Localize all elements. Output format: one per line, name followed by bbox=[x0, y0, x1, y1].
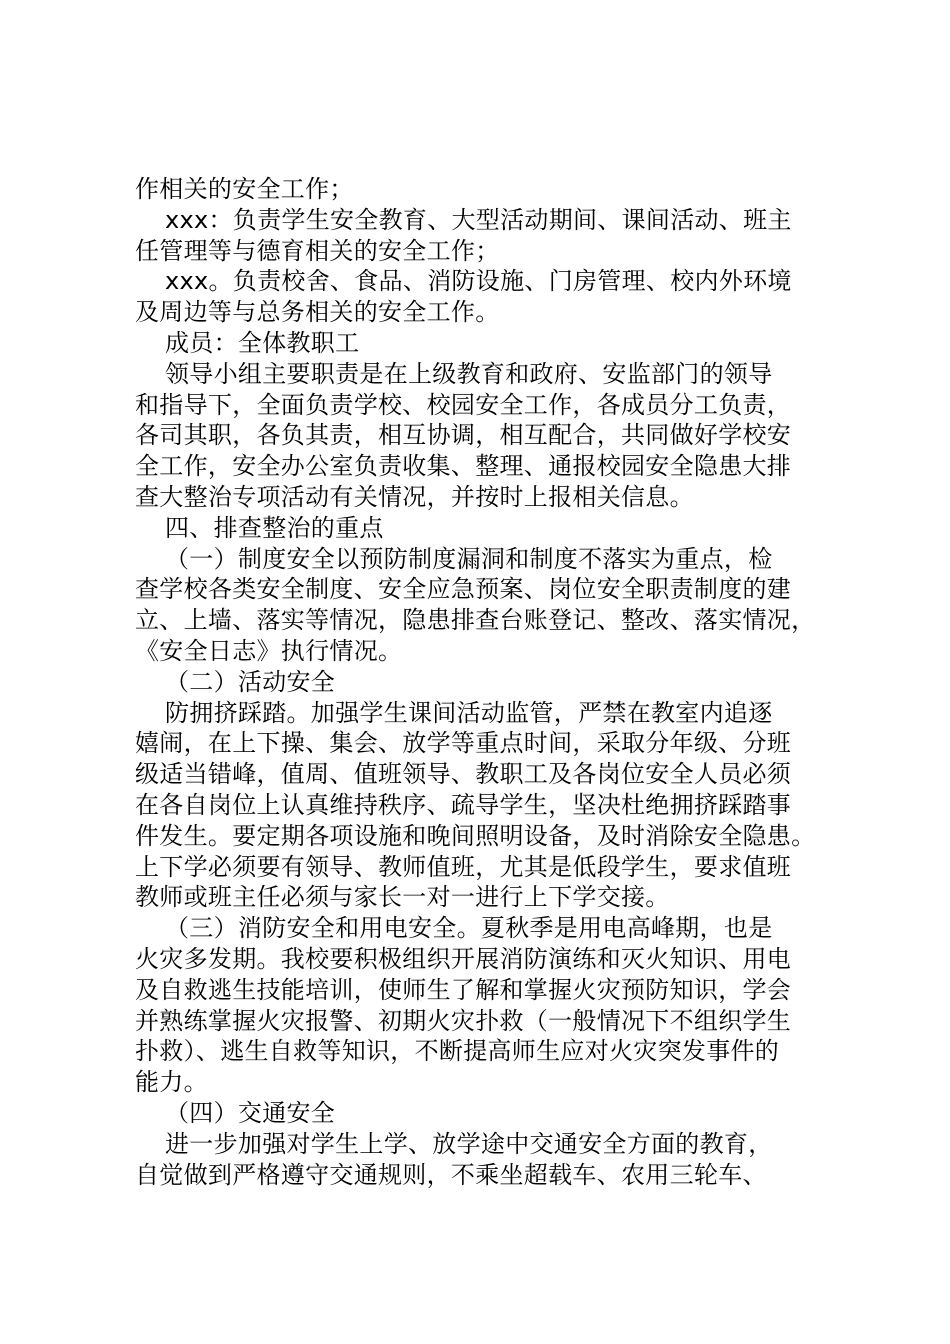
text-line: 领导小组主要职责是在上级教育和政府、安监部门的领导 bbox=[165, 359, 773, 388]
text-line: 火灾多发期。我校要积极组织开展消防演练和灭火知识、用电 bbox=[135, 944, 792, 973]
text-line: 嬉闹，在上下操、集会、放学等重点时间，采取分年级、分班 bbox=[135, 729, 792, 758]
text-line: 防拥挤踩踏。加强学生课间活动监管，严禁在教室内追逐 bbox=[165, 698, 773, 727]
text-line: 和指导下，全面负责学校、校园安全工作，各成员分工负责， bbox=[135, 390, 792, 419]
text-line: 四、排查整治的重点 bbox=[165, 513, 384, 542]
text-line: 各司其职，各负其责，相互协调，相互配合，共同做好学校安 bbox=[135, 421, 792, 450]
text-line: 教师或班主任必须与家长一对一进行上下学交接。 bbox=[135, 883, 670, 912]
text-line: 自觉做到严格遵守交通规则，不乘坐超载车、农用三轮车、 bbox=[135, 1160, 767, 1189]
text-line: 扑救）、逃生自救等知识，不断提高师生应对火灾突发事件的 bbox=[135, 1037, 780, 1066]
text-line: 查大整治专项活动有关情况，并按时上报相关信息。 bbox=[135, 482, 694, 511]
text-line: 成员：全体教职工 bbox=[165, 328, 360, 357]
document-body bbox=[135, 174, 835, 1190]
text-line: （二）活动安全 bbox=[165, 667, 336, 696]
text-line: 查学校各类安全制度、安全应急预案、岗位安全职责制度的建 bbox=[135, 575, 792, 604]
text-line: （一）制度安全以预防制度漏洞和制度不落实为重点，检 bbox=[165, 544, 773, 573]
text-line: 并熟练掌握火灾报警、初期火灾扑救（一般情况下不组织学生 bbox=[135, 1006, 792, 1035]
text-line: （三）消防安全和用电安全。夏秋季是用电高峰期，也是 bbox=[165, 914, 773, 943]
text-line: 及周边等与总务相关的安全工作。 bbox=[135, 298, 500, 327]
text-line: 能力。 bbox=[135, 1068, 208, 1097]
text-line: 任管理等与德育相关的安全工作； bbox=[135, 236, 500, 265]
text-line: 《安全日志》执行情况。 bbox=[135, 636, 403, 665]
text-line: 进一步加强对学生上学、放学途中交通安全方面的教育， bbox=[165, 1129, 773, 1158]
text-line: 及自救逃生技能培训，使师生了解和掌握火灾预防知识，学会 bbox=[135, 975, 792, 1004]
text-line: 上下学必须要有领导、教师值班，尤其是低段学生，要求值班 bbox=[135, 852, 792, 881]
text-line: xxx：负责学生安全教育、大型活动期间、课间活动、班主 bbox=[165, 205, 792, 234]
text-line: 全工作，安全办公室负责收集、整理、通报校园安全隐患大排 bbox=[135, 452, 792, 481]
text-line: 在各自岗位上认真维持秩序、疏导学生，坚决杜绝拥挤踩踏事 bbox=[135, 790, 792, 819]
text-line: 立、上墙、落实等情况，隐患排查台账登记、整改、落实情况， bbox=[135, 606, 816, 635]
text-line: 级适当错峰，值周、值班领导、教职工及各岗位安全人员必须 bbox=[135, 760, 792, 789]
text-line: xxx。负责校舍、食品、消防设施、门房管理、校内外环境 bbox=[165, 267, 792, 296]
text-line: 作相关的安全工作； bbox=[135, 175, 354, 203]
text-line: 件发生。要定期各项设施和晚间照明设备，及时消除安全隐患。 bbox=[135, 821, 816, 850]
text-line: （四）交通安全 bbox=[165, 1098, 336, 1127]
